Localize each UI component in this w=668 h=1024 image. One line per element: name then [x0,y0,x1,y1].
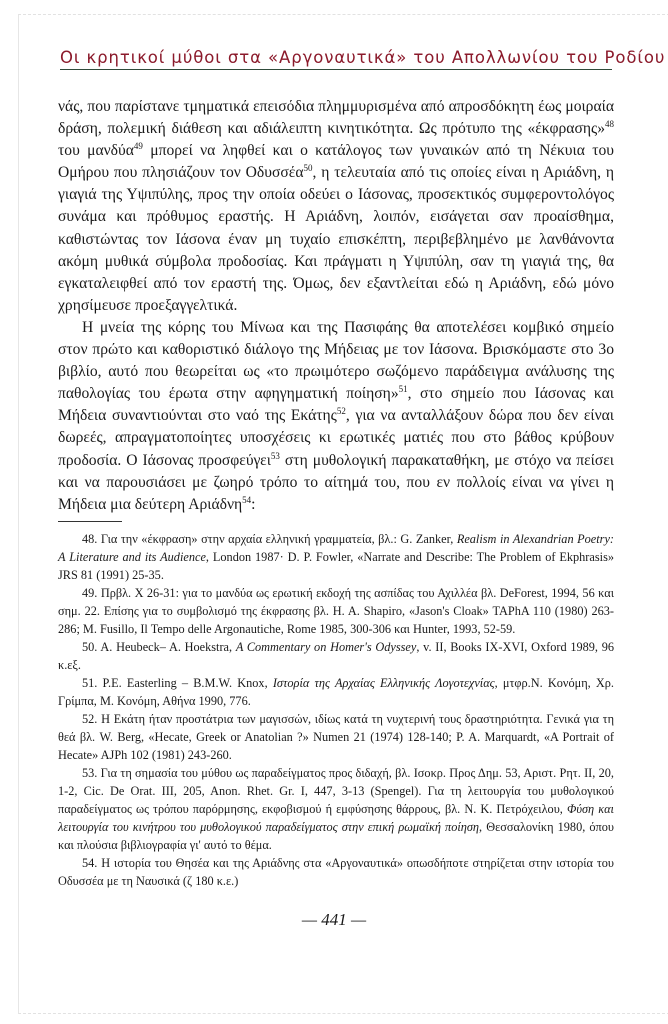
italic-title: Ιστορία της Αρχαίας Ελληνικής Λογοτεχνίας [272,676,495,690]
italic-title: A Commentary on Homer's Odyssey [235,640,417,654]
footnote-53: 53. Για τη σημασία του μύθου ως παραδείγματος προς διδαχή, βλ. Ισοκρ. Προς Δημ. 53, Αριστ. Ρητ. II, 20, 1-2, Cic. De Orat. III, 205, Anon. Rhet. Gr. I, 447, 3-13 (Spengel). Για τη λειτουργία του μυθολογικού παραδείγματος ως τρόπου παρόρμησης, εκφοβισμού ή εμφύσησης θάρρους, βλ. Ν. Κ. Πετρόχειλου, Φύση και λειτουργία του κινήτρου του μυθολογικού παραδείγματος στην επική ρωμαϊκή ποίηση, Θεσσαλονίκη 1980, όπου και πλούσια βιβλιογραφία γι' αυτό το θέμα. [58,766,614,852]
body-paragraph-2: Η μνεία της κόρης του Μίνωα και της Πασιφάης θα αποτελέσει κομβικό σημείο στον πρώτο και καθοριστικό διάλογο της Μήδειας με τον Ιάσονα. Βρισκόμαστε στο 3ο βιβλίο, αυτό που θεωρείται ως «το πρωιμότερο σωζόμενο παράδειγμα ανάλυσης της παθολογίας του έρωτα στην αφηγηματική ποίηση»$^{51}$, στο σημείο που Ιάσονας και Μήδεια συναντιούνται στο ναό της Εκάτης$^{52}$, για να ανταλλάξουν δώρα που δεν είναι δωρεές, απραγματοποίητες υποσχέσεις κι ερωτικές ματιές που στο βάθος κρύβουν προδοσία. Ο Ιάσονας προσφεύγει$^{53}$ στη μυθολογική παρακαταθήκη, με στόχο να πείσει και να παρουσιάσει με ζωηρό τρόπο το αίτημά του, που εν πολλοίς είναι να γίνει η Μήδεια μια δεύτερη Αριάδνη$^{54}$: [58,318,614,513]
footnote-reference: 54 [242,494,252,505]
italic-title: Realism in Alexandrian Poetry: A Literature and its Audience [58,532,614,564]
main-body-text [58,96,614,516]
footnote-separator-rule [58,521,122,522]
footnote-reference: 52 [336,406,346,417]
footnote-51: 51. P.E. Easterling – B.M.W. Knox, Ιστορία της Αρχαίας Ελληνικής Λογοτεχνίας, μτφρ.Ν. Κονόμη, Χρ. Γρίμπα, Μ. Κονόμη, Αθήνα 1990, 776. [58,676,614,708]
footnote-52: 52. Η Εκάτη ήταν προστάτρια των μαγισσών, ιδίως κατά τη νυχτερινή τους δραστηριότητα. Γενικά για τη θεά βλ. W. Berg, «Hecate, Greek or Anatolian ?» Numen 21 (1974) 128-140; P. A. Marquardt, «A Portrait of Hecate» AJPh 102 (1981) 243-260. [58,712,614,762]
footnote-54: 54. Η ιστορία του Θησέα και της Αριάδνης στα «Αργοναυτικά» οπωσδήποτε στηρίζεται στην ιστορία του Οδυσσέα με τη Ναυσικά (ζ 180 κ.ε.) [58,856,614,888]
body-paragraph-1: νάς, που παρίστανε τμηματικά επεισόδια πλημμυρισμένα από απροσδόκητη έως μοιραία δράση, πολεμική διάθεση και αδιάλειπτη κινητικότητα. Ως πρότυπο της «έκφρασης»$^{48}$ του μανδύα$^{49}$ μπορεί να ληφθεί και ο κατάλογος των γυναικών από τη Νέκυια του Ομήρου που πλησιάζουν τον Οδυσσέα$^{50}$, η τελευταία από τις οποίες είναι η Αριάδνη, η γιαγιά της Υψιπύλης, προς την οποία οδεύει ο Ιάσονας, προσεκτικός συμφεροντολόγος συνάμα και πρόθυμος εραστής. Η Αριάδνη, λοιπόν, εισάγεται σαν προαίσθημα, καθιστώντας τον Ιάσονα έναν μη τυχαίο επισκέπτη, περιβεβλημένο με λανθάνοντα ακόμη μυθικά σύμβολα προδοσίας. Και πράγματι η Υψιπύλη, σαν τη γιαγιά της, θα εγκαταλειφθεί από τον εραστή της. Όμως, δεν εξαντλείται εδώ η Αριάδνη, εδώ μόνο χρησίμευσε προεξαγγελτικά. [58,98,614,314]
footnote-reference: 53 [270,450,280,461]
page-number: — 441 — [301,910,367,929]
footnote-49: 49. Πρβλ. Χ 26-31: για το μανδύα ως ερωτική εκδοχή της ασπίδας του Αχιλλέα βλ. DeForest, 1994, 56 και σημ. 22. Επίσης για το συμβολισμό της έκφρασης βλ. H. A. Shapiro, «Jason's Cloak» TAPhA 110 (1980) 263-286; M. Fusillo, Il Tempo delle Argonautiche, Rome 1985, 300-306 και Hunter, 1993, 52-59. [58,586,614,636]
footnote-50: 50. A. Heubeck– A. Hoekstra, A Commentary on Homer's Odyssey, v. II, Books IX-XVI, Oxford 1989, 96 κ.εξ. [58,640,615,672]
footnote-reference: 49 [133,141,143,152]
running-head: Οι κρητικοί μύθοι στα «Αργοναυτικά» του Απολλωνίου του Ροδίου [60,48,612,70]
footnote-reference: 48 [605,119,614,130]
footnote-48: 48. Για την «έκφραση» στην αρχαία ελληνική γραμματεία, βλ.: G. Zanker, Realism in Alexandrian Poetry: A Literature and its Audience, London 1987· D. P. Fowler, «Narrate and Describe: The Problem of Ekphrasis» JRS 81 (1991) 25-35. [58,532,614,582]
italic-title: Φύση και λειτουργία του κινήτρου του μυθολογικού παραδείγματος στην επική ρωμαϊκή ποίηση [58,802,614,834]
footnote-reference: 50 [303,163,313,174]
footnotes-section [58,530,614,890]
footnote-reference: 51 [398,384,408,395]
